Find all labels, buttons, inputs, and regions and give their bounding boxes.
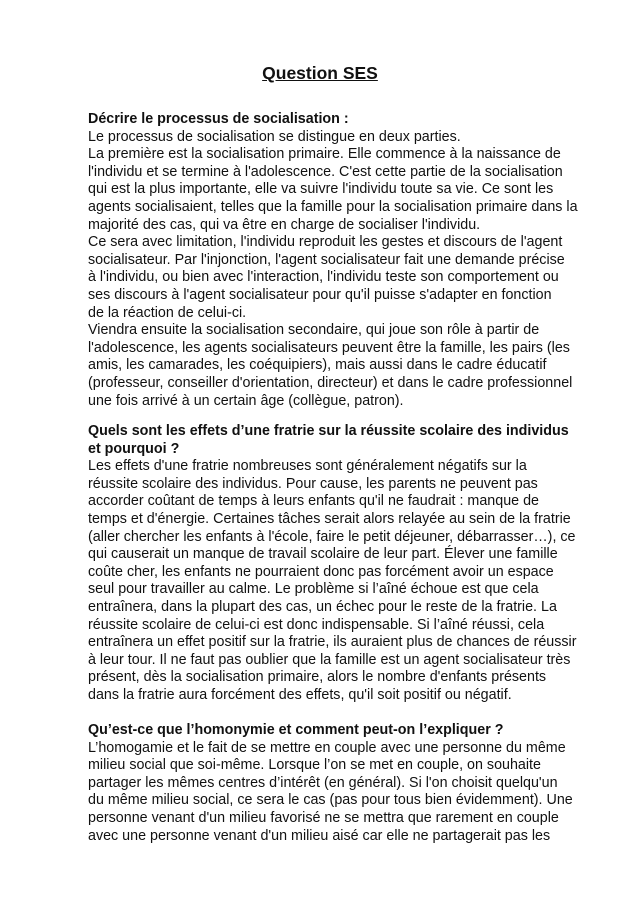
- section-fratrie: [88, 423, 588, 705]
- text-line: une fois arrivé à un certain âge (collègue, patron).: [88, 392, 404, 409]
- text-line: qui causerait un manque de travail scolaire de leur part. Élever une famille: [88, 546, 558, 563]
- text-line: réussite scolaire des individus. Pour cause, les parents ne peuvent pas: [88, 475, 538, 492]
- text-line: Viendra ensuite la socialisation secondaire, qui joue son rôle à partir de: [88, 322, 540, 339]
- text-line: L’homogamie et le fait de se mettre en couple avec une personne du même: [88, 739, 566, 756]
- text-line: l'individu et se termine à l'adolescence. C'est cette partie de la socialisation: [88, 163, 563, 180]
- section-body: [88, 458, 588, 704]
- section-body: [88, 740, 588, 846]
- text-line: ses discours à l'agent socialisateur pour qu'il puisse s'adapter en fonction: [88, 286, 552, 303]
- text-line: Les effets d'une fratrie nombreuses sont généralement négatifs sur la: [88, 458, 527, 475]
- text-line: (aller chercher les enfants à l'école, faire le petit déjeuner, débarrasser…), ce: [88, 528, 576, 545]
- text-line: personne venant d'un milieu favorisé ne se mettra que rarement en couple: [88, 809, 559, 826]
- text-line: de la réaction de celui-ci.: [88, 304, 247, 321]
- text-line: dans la fratrie aura forcément des effets, qu'il soit positif ou négatif.: [88, 686, 512, 703]
- text-line: socialisateur. Par l'injonction, l'agent socialisateur fait une demande précise: [88, 251, 565, 268]
- text-line: qui est la plus importante, elle va suivre l'individu toute sa vie. Ce sont les: [88, 181, 554, 198]
- text-line: agents socialisaient, telles que la famille pour la socialisation primaire dans la: [88, 198, 578, 215]
- heading-line: Quels sont les effets d’une fratrie sur la réussite scolaire des individus: [88, 423, 569, 439]
- text-line: amis, les camarades, les coéquipiers), mais aussi dans le cadre éducatif: [88, 357, 547, 374]
- heading-line: Décrire le processus de socialisation :: [88, 111, 349, 127]
- text-line: à l'individu, ou bien avec l'interaction, l'individu teste son comportement ou: [88, 269, 559, 286]
- text-line: temps et d'énergie. Certaines tâches serait alors relayée au sein de la fratrie: [88, 510, 571, 527]
- text-line: milieu social que soi-même. Lorsque l’on se met en couple, on souhaite: [88, 757, 541, 774]
- text-line: coûte cher, les enfants ne pourraient donc pas forcément avoir un espace: [88, 563, 554, 580]
- text-line: partager les mêmes centres d’intérêt (en général). Si l'on choisit quelqu'un: [88, 774, 558, 791]
- text-line: du même milieu social, ce sera le cas (pas pour tous bien évidemment). Une: [88, 792, 573, 809]
- section-socialisation: [88, 111, 588, 410]
- page-title: Question SES: [262, 63, 378, 83]
- text-line: présent, dès la socialisation primaire, alors le nombre d'enfants présents: [88, 669, 547, 686]
- section-heading: [88, 111, 588, 129]
- text-line: accorder coûtant de temps à leurs enfants qu'il ne faudrait : manque de: [88, 493, 539, 510]
- text-line: l'adolescence, les agents socialisateurs peuvent être la famille, les pairs (les: [88, 339, 570, 356]
- section-body: [88, 129, 588, 411]
- section-heading: [88, 722, 588, 740]
- text-line: seul pour travailler au calme. Le problème si l’aîné échoue est que cela: [88, 581, 539, 598]
- heading-line: et pourquoi ?: [88, 440, 180, 457]
- text-line: réussite scolaire de celui-ci est donc indispensable. Si l’aîné réussi, cela: [88, 616, 545, 633]
- text-line: (professeur, conseiller d'orientation, directeur) et dans le cadre professionnel: [88, 374, 573, 391]
- text-line: Le processus de socialisation se distingue en deux parties.: [88, 128, 461, 145]
- text-line: Ce sera avec limitation, l'individu reproduit les gestes et discours de l'agent: [88, 234, 563, 251]
- text-line: entraînera un effet positif sur la fratrie, ils auraient plus de chances de réussir: [88, 634, 577, 651]
- section-homogamie: [88, 722, 588, 845]
- text-line: majorité des cas, qui va être en charge de socialiser l'individu.: [88, 216, 481, 233]
- text-line: La première est la socialisation primaire. Elle commence à la naissance de: [88, 146, 561, 163]
- text-line: entraînera, dans la plupart des cas, un échec pour le reste de la fratrie. La: [88, 598, 557, 615]
- text-line: avec une personne venant d'un milieu aisé car elle ne partagerait pas les: [88, 827, 551, 844]
- text-line: à leur tour. Il ne faut pas oublier que la famille est un agent socialisateur très: [88, 651, 571, 668]
- section-heading: [88, 423, 588, 458]
- heading-line: Qu’est-ce que l’homonymie et comment peut-on l’expliquer ?: [88, 722, 504, 738]
